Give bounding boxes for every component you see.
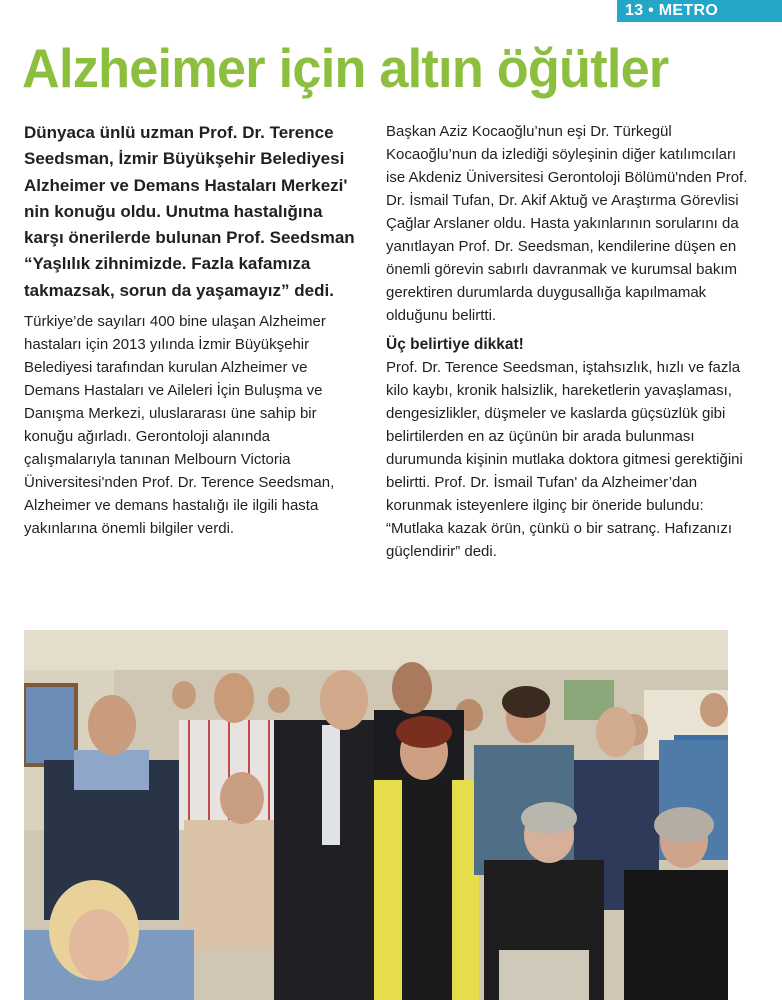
body-paragraph-2: Başkan Aziz Kocaoğlu’nun eşi Dr. Türkegül Kocaoğlu’nun da izlediği söyleşinin diğer katılımcıları ise Akdeniz Üniversitesi Gerontoloji Bölümü'nden Prof. Dr. İsmail Tufan, Dr. Akif Aktuğ ve Araştırma Görevlisi Çağlar Arslaner oldu. Hasta yakınlarının sorularını da yanıtlayan Prof. Dr. Seedsman, kendilerine düşen en önemli görevin sabırlı davranmak ve kurumsal bakım gerektiren durumlarda duygusallığa kapılmamak olduğunu belirtti. [386, 123, 748, 324]
group-photo [24, 630, 728, 1000]
headline: Alzheimer için altın öğütler [22, 37, 669, 99]
right-column [386, 120, 758, 563]
subheading: Üç belirtiye dikkat! [386, 336, 524, 353]
page-number-badge: 13 • METRO [617, 0, 782, 22]
body-paragraph-3: Prof. Dr. Terence Seedsman, iştahsızlık, hızlı ve fazla kilo kaybı, kronik halsizlik, hareketlerin yavaşlaması, dengesizlikler, düşmeler ve kaslarda güçsüzlük gibi belirtilerden en az üçünün bir arada bulunması durumunda kişinin mutlaka doktora gitmesi gerektiğini belirtti. Prof. Dr. İsmail Tufan' da Alzheimer’dan korunmak isteyenlere ilginç bir öneride bulundu: “Mutlaka kazak örün, çünkü o bir satranç. Hafızanızı güçlendirir” dedi. [386, 359, 743, 560]
group-photo-illustration [24, 630, 728, 1000]
body-paragraph-1: Türkiye’de sayıları 400 bine ulaşan Alzheimer hastaları için 2013 yılında İzmir Büyükşehir Belediyesi tarafından kurulan Alzheimer ve Demans Hastaları ve Aileleri İçin Buluşma ve Danışma Merkezi, uluslararası üne sahip bir konuğu ağırladı. Gerontoloji alanında çalışmalarıyla tanınan Melbourn Victoria Üniversitesi'nden Prof. Dr. Terence Seedsman, Alzheimer ve demans hastalığı ile ilgili hasta yakınlarına önemli bilgiler verdi. [24, 313, 335, 538]
lead-paragraph: Dünyaca ünlü uzman Prof. Dr. Terence Seedsman, İzmir Büyükşehir Belediyesi Alzheimer ve Demans Hastaları Merkezi' nin konuğu oldu. Unutma hastalığına karşı önerilerde bulunan Prof. Seedsman “Yaşlılık zihnimizde. Fazla kafamıza takmazsak, sorun da yaşamayız” dedi. [24, 123, 355, 300]
left-column [24, 120, 364, 540]
